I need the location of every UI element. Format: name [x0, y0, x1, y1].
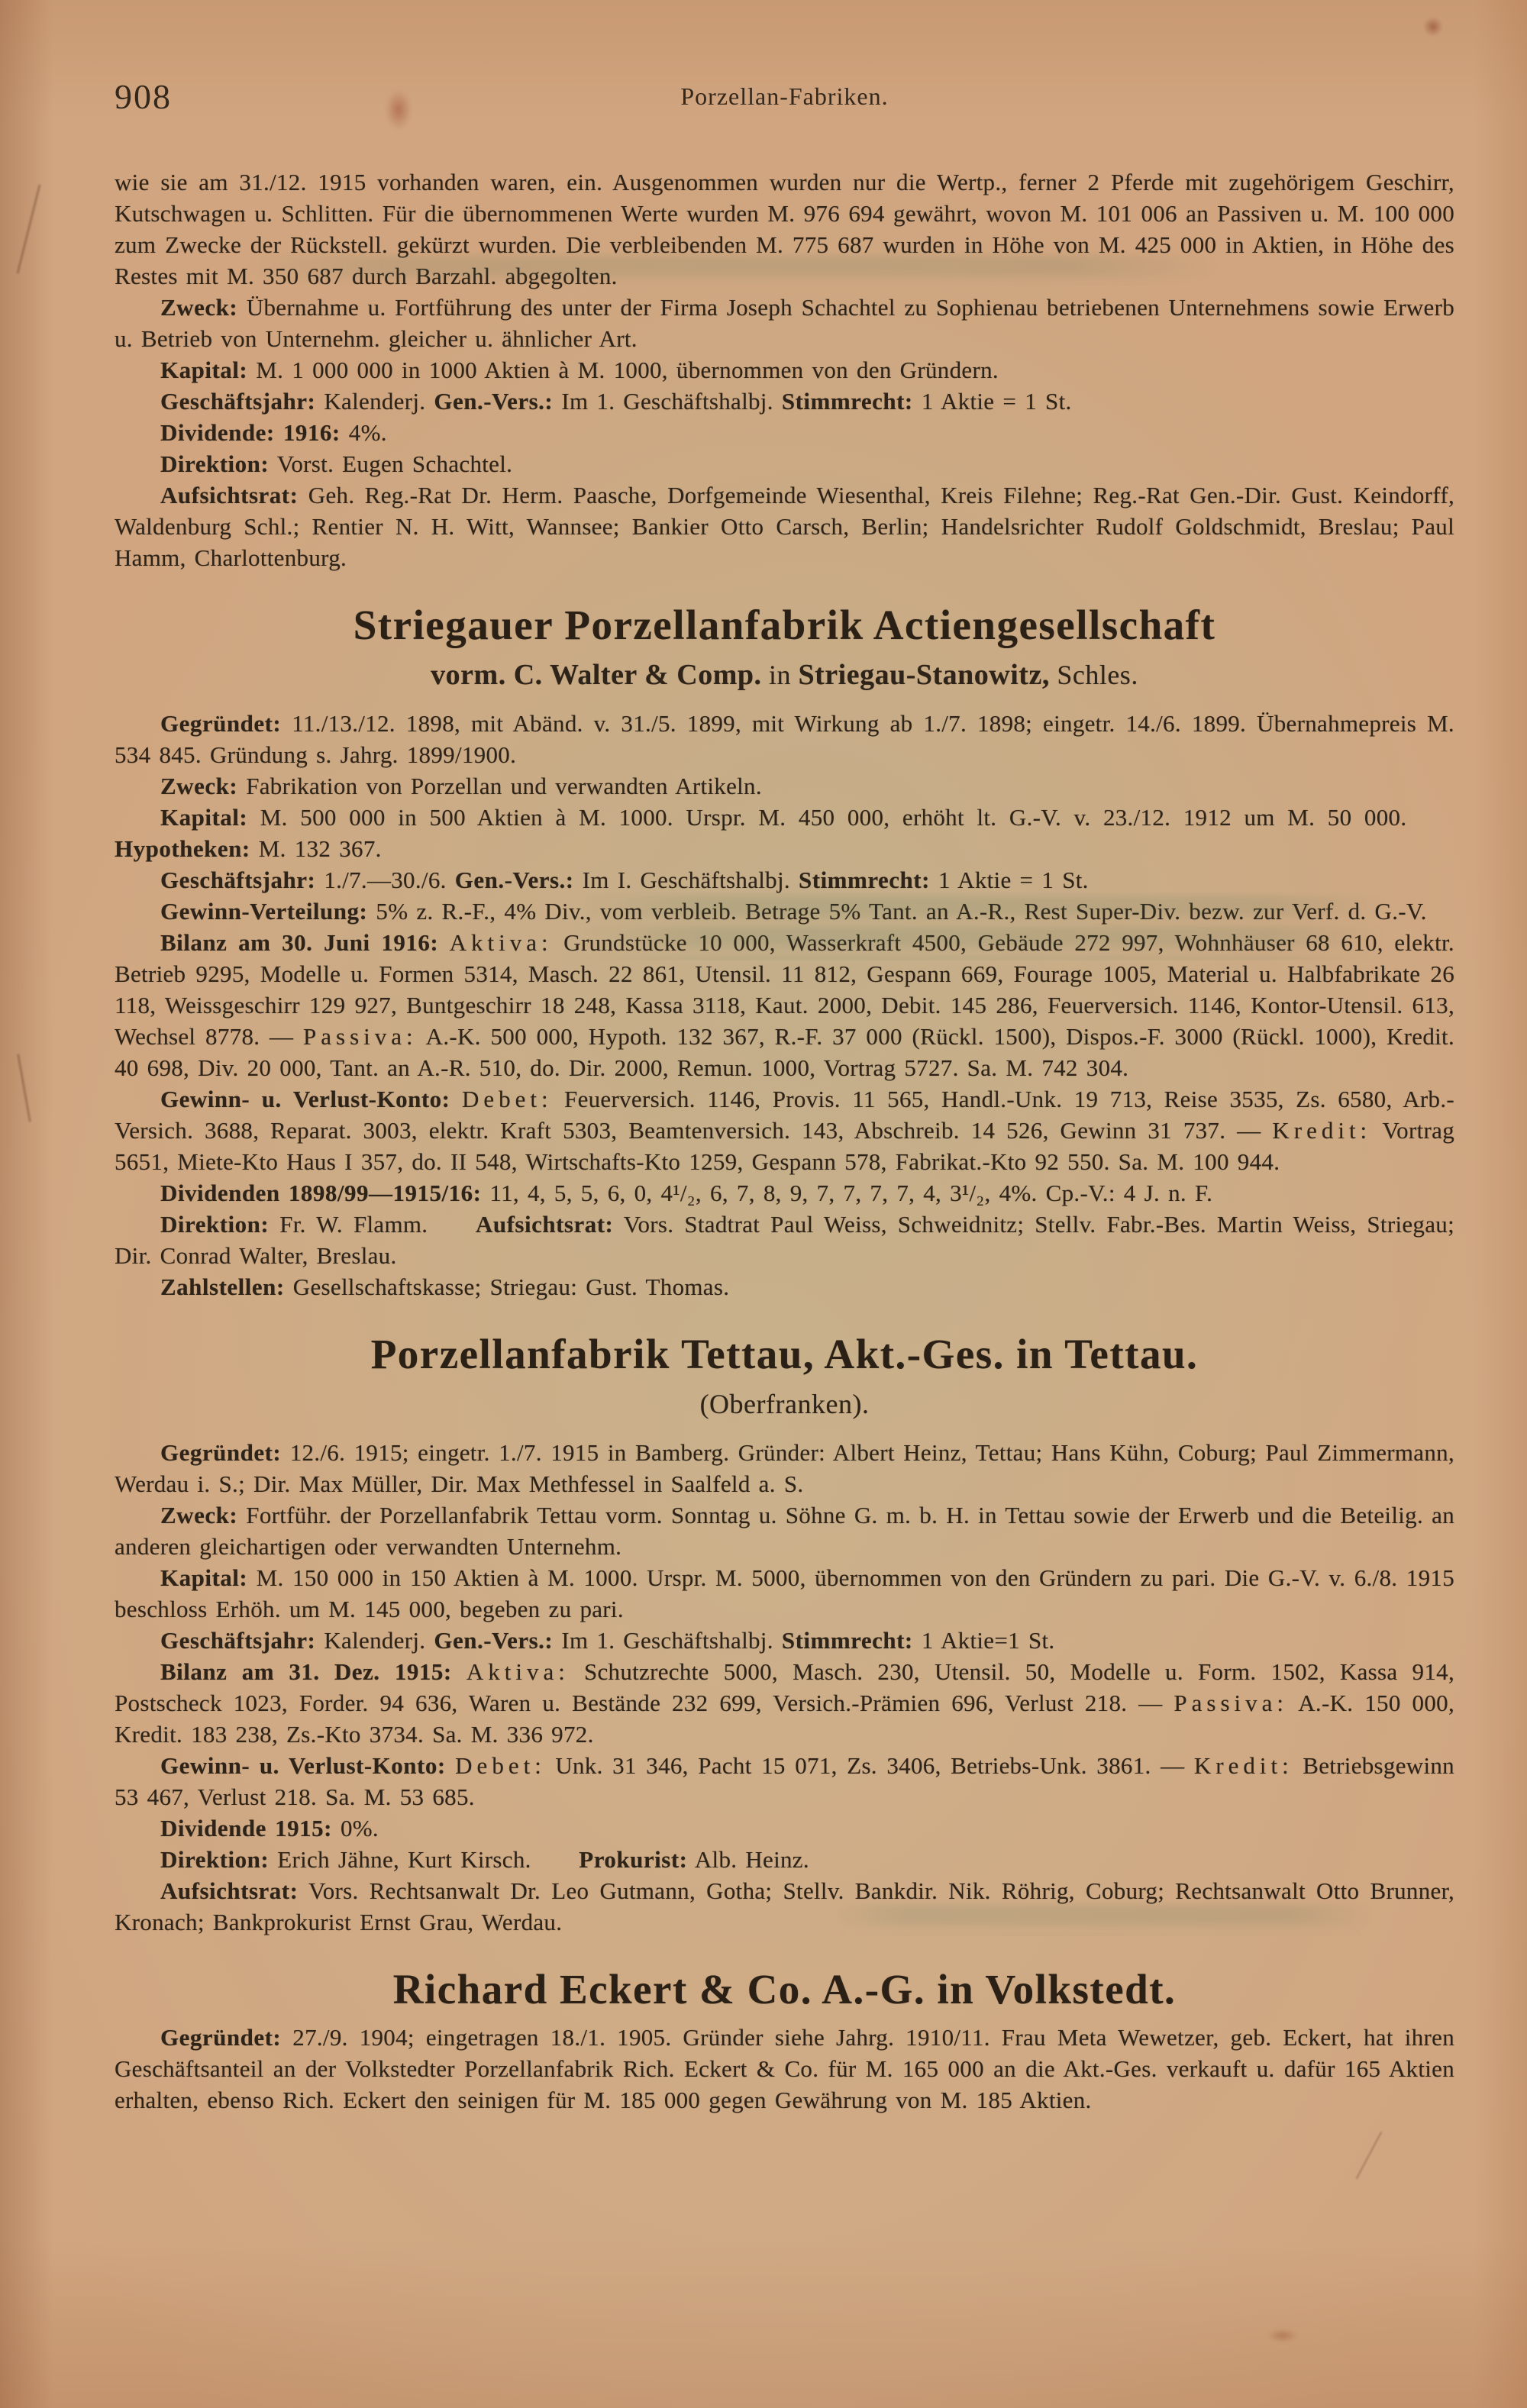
text-run: Betriebsgewinn 53 467, Verlust 218. Sa. M. 53 685.: [115, 1752, 1454, 1810]
entry-label: Gegründet:: [160, 710, 282, 737]
entry-label: Hypotheken:: [115, 835, 250, 862]
text-run: 1 Aktie = 1 St.: [929, 867, 1089, 893]
text-run: 1 Aktie = 1 St.: [912, 388, 1072, 415]
text-run: Passiva:: [1173, 1690, 1289, 1716]
entry-label: Dividende: 1916:: [160, 419, 341, 446]
text-run: 0%.: [331, 1815, 379, 1842]
text-run: Vortrag 5651, Miete-Kto Haus I 357, do. II 548, Wirtschafts-Kto 1259, Gespann 578, Fabrikat.-Kto 92 550. Sa. M. 100 944.: [115, 1117, 1455, 1175]
text-run: Debet:: [455, 1752, 546, 1779]
text-run: Kalenderj.: [315, 1627, 434, 1654]
text-run: 12./6. 1915; eingetr. 1./7. 1915 in Bamberg. Gründer: Albert Heinz, Tettau; Hans Kühn, Coburg; Paul Zimmermann, Werdau i. S.; Dir. Max Müller, Dir. Max Methfessel in Saalfeld a. S.: [115, 1439, 1454, 1497]
entry-label: Stimmrecht:: [799, 867, 930, 893]
entry-paragraph: [115, 386, 1454, 417]
text-run: A.-K. 150 000, Kredit. 183 238, Zs.-Kto 3734. Sa. M. 336 972.: [115, 1690, 1454, 1748]
subtitle-run: in: [761, 660, 799, 690]
entry-paragraph: [115, 1875, 1454, 1938]
text-run: M. 1 000 000 in 1000 Aktien à M. 1000, übernommen von den Gründern.: [247, 357, 999, 383]
entry-label: Direktion:: [160, 1211, 270, 1238]
entry-label: Kapital:: [160, 804, 248, 831]
text-run: 11, 4, 5, 5, 6, 0, 4¹/₂, 6, 7, 8, 9, 7, 7, 7, 7, 4, 3¹/₂, 4%. Cp.-V.: 4 J. n. F.: [481, 1180, 1213, 1206]
entry-label: Bilanz am 30. Juni 1916:: [160, 929, 439, 956]
entry-paragraph: [115, 166, 1454, 292]
text-run: Fortführ. der Porzellanfabrik Tettau vorm. Sonntag u. Söhne G. m. b. H. in Tettau sowie der Erwerb und die Beteilig. an anderen gleichartigen oder verwandten Unternehm.: [115, 1502, 1454, 1560]
entry-label: Aufsichtsrat:: [475, 1211, 614, 1238]
text-run: Fabrikation von Porzellan und verwandten Artikeln.: [237, 773, 762, 799]
text-run: wie sie am 31./12. 1915 vorhanden waren, ein. Ausgenommen wurden nur die Wertp., ferner 2 Pferde mit zugehörigem Geschirr, Kutschwagen u. Schlitten. Für die übernommenen Werte wurden M. 976 694 gewährt, wovon M. 101 006 an Passiven u. M. 100 000 zum Zwecke der Rückstell. gekürzt wurden. Die verbleibenden M. 775 687 wurden in Höhe von M. 425 000 in Aktien, in Höhe des Restes mit M. 350 687 durch Barzahl. abgegolten.: [115, 169, 1454, 289]
entry-paragraph: [115, 896, 1454, 927]
entry-label: Zweck:: [160, 773, 238, 799]
text-run: Alb. Heinz.: [687, 1846, 809, 1873]
page-number: 908: [115, 77, 172, 116]
text-run: 1./7.—30./6.: [315, 867, 455, 893]
entry-paragraph: [115, 292, 1454, 354]
text-run: [450, 1086, 462, 1112]
text-run: Aktiva:: [449, 929, 553, 956]
text-run: Erich Jähne, Kurt Kirsch.: [269, 1846, 579, 1873]
text-run: [438, 929, 450, 956]
text-run: Im 1. Geschäftshalbj.: [553, 1627, 782, 1654]
text-run: [446, 1752, 456, 1779]
entry-label: Dividenden 1898/99—1915/16:: [160, 1180, 482, 1206]
entry-label: Direktion:: [160, 1846, 270, 1873]
text-run: Im 1. Geschäftshalbj.: [553, 388, 782, 415]
entry-paragraph: [115, 479, 1454, 573]
entry-label: Dividende 1915:: [160, 1815, 332, 1842]
text-run: Aktiva:: [466, 1658, 570, 1685]
entry-label: Bilanz am 31. Dez. 1915:: [160, 1658, 452, 1685]
entry-label: Gewinn-Verteilung:: [160, 898, 368, 925]
section-subtitle: [115, 657, 1454, 692]
entry-paragraph: [115, 1437, 1454, 1499]
entry-paragraph: [115, 708, 1454, 770]
section-title: Striegauer Porzellanfabrik Actiengesellschaft: [353, 602, 1216, 648]
text-run: Debet:: [461, 1086, 553, 1112]
company-section: [115, 1965, 1454, 2116]
text-run: 5% z. R.-F., 4% Div., vom verbleib. Betrage 5% Tant. an A.-R., Rest Super-Div. bezw. zur Verf. d. G.-V.: [367, 898, 1427, 925]
section-subtitle: [115, 1386, 1454, 1422]
text-run: Geh. Reg.-Rat Dr. Herm. Paasche, Dorfgemeinde Wiesenthal, Kreis Filehne; Reg.-Rat Gen.-Dir. Gust. Keindorff, Waldenburg Schl.; Rentier N. H. Witt, Wannsee; Bankier Otto Carsch, Berlin; Handelsrichter Rudolf Goldschmidt, Breslau; Paul Hamm, Charlottenburg.: [115, 482, 1454, 571]
text-run: Fr. W. Flamm.: [269, 1211, 476, 1238]
text-run: Vors. Stadtrat Paul Weiss, Schweidnitz; Stellv. Fabr.-Bes. Martin Weiss, Striegau; Dir. Conrad Walter, Breslau.: [115, 1211, 1454, 1269]
entry-label: Gegründet:: [160, 1439, 282, 1466]
entry-label: Gen.-Vers.:: [434, 388, 554, 415]
company-section: [115, 601, 1454, 1302]
entry-paragraph: [115, 1271, 1454, 1302]
subtitle-run: Striegau-Stanowitz,: [798, 659, 1050, 691]
text-run: Grundstücke 10 000, Wasserkraft 4500, Gebäude 272 997, Wohnhäuser 68 610, elektr. Betrieb 9295, Modelle u. Formen 5314, Masch. 22 861, Utensil. 11 812, Gespann 669, Fourage 1005, Material u. Halbfabrikate 26 118, Weissgeschirr 129 927, Buntgeschirr 18 248, Kassa 3118, Kaut. 2000, Debit. 145 286, Feuerversich. 1146, Kontor-Utensil. 613, Wechsel 8778. —: [115, 929, 1454, 1050]
entry-paragraph: [115, 2022, 1454, 2116]
entry-paragraph: [115, 1625, 1454, 1656]
entry-label: Kapital:: [160, 1564, 248, 1591]
entry-label: Geschäftsjahr:: [160, 867, 316, 893]
entry-paragraph: [115, 927, 1454, 1083]
text-run: Unk. 31 346, Pacht 15 071, Zs. 3406, Betriebs-Unk. 3861. —: [545, 1752, 1194, 1779]
entry-label: Gegründet:: [160, 2024, 282, 2051]
entry-paragraph: [115, 1209, 1454, 1271]
entry-label: Zweck:: [160, 1502, 238, 1528]
entry-label: Gewinn- u. Verlust-Konto:: [160, 1752, 446, 1779]
section-title: Richard Eckert & Co. A.-G. in Volkstedt.: [392, 1966, 1177, 2013]
entry-label: Stimmrecht:: [781, 388, 913, 415]
text-run: 11./13./12. 1898, mit Abänd. v. 31./5. 1899, mit Wirkung ab 1./7. 1898; eingetr. 14./6. 1899. Übernahmepreis M. 534 845. Gründung s. Jahrg. 1899/1900.: [115, 710, 1454, 768]
text-run: M. 150 000 in 150 Aktien à M. 1000. Urspr. M. 5000, übernommen von den Gründern zu pari. Die G.-V. v. 6./8. 1915 beschloss Erhöh. um M. 145 000, begeben zu pari.: [115, 1564, 1454, 1622]
entry-paragraph: [115, 1499, 1454, 1562]
subtitle-run: Schles.: [1049, 660, 1138, 690]
text-run: 4%.: [340, 419, 387, 446]
subtitle-run: vorm. C. Walter & Comp.: [431, 659, 762, 691]
entry-label: Zweck:: [160, 294, 238, 321]
text-run: Passiva:: [303, 1023, 418, 1050]
subtitle-run: (Oberfranken).: [699, 1389, 870, 1419]
content: [115, 166, 1454, 2116]
text-run: Feuerversich. 1146, Provis. 11 565, Handl.-Unk. 19 713, Reise 3535, Zs. 6580, Arb.-Versich. 3688, Reparat. 3003, elektr. Kraft 5303, Beamtenversich. 143, Abschreib. 14 526, Gewinn 31 737. —: [115, 1086, 1455, 1144]
entry-paragraph: [115, 770, 1454, 802]
entry-paragraph: [115, 1083, 1454, 1177]
text-run: Im I. Geschäftshalbj.: [573, 867, 799, 893]
text-run: Kredit:: [1272, 1117, 1372, 1144]
text-run: Vorst. Eugen Schachtel.: [269, 450, 513, 477]
entry-paragraph: [115, 1656, 1454, 1750]
text-run: M. 132 367.: [250, 835, 382, 862]
entry-label: Kapital:: [160, 357, 248, 383]
text-run: Kalenderj.: [315, 388, 434, 415]
text-run: A.-K. 500 000, Hypoth. 132 367, R.-F. 37 000 (Rückl. 1500), Dispos.-F. 3000 (Rückl. 1000), Kredit. 40 698, Div. 20 000, Tant. an A.-R. 510, do. Dir. 2000, Remun. 1000, Vortrag 5727. Sa. M. 742 304.: [115, 1023, 1455, 1081]
entry-paragraph: [115, 1177, 1454, 1209]
text-run: Schutzrechte 5000, Masch. 230, Utensil. 50, Modelle u. Form. 1502, Kassa 914, Postscheck 1023, Forder. 94 636, Waren u. Bestände 232 699, Versich.-Prämien 696, Verlust 218. —: [115, 1658, 1454, 1716]
entry-label: Zahlstellen:: [160, 1273, 285, 1300]
entry-paragraph: [115, 448, 1454, 479]
entry-paragraph: [115, 1562, 1454, 1625]
page-header: [115, 76, 1454, 119]
text-run: [452, 1658, 466, 1685]
entry-paragraph: [115, 417, 1454, 448]
entry-label: Aufsichtsrat:: [160, 1877, 299, 1904]
text-run: 27./9. 1904; eingetragen 18./1. 1905. Gründer siehe Jahrg. 1910/11. Frau Meta Wewetzer, geb. Eckert, hat ihren Geschäftsanteil an der Volkstedter Porzellanfabrik Rich. Eckert & Co. für M. 165 000 an die Akt.-Ges. verkauft u. dafür 165 Aktien erhalten, ebenso Rich. Eckert den seinigen für M. 185 000 gegen Gewährung von M. 185 Aktien.: [115, 2024, 1454, 2113]
text-run: M. 500 000 in 500 Aktien à M. 1000. Urspr. M. 450 000, erhöht lt. G.-V. v. 23./12. 1912 um M. 50 000.: [247, 804, 1454, 831]
entry-label: Gewinn- u. Verlust-Konto:: [160, 1086, 450, 1112]
text-run: 1 Aktie=1 St.: [912, 1627, 1055, 1654]
entry-paragraph: [115, 1750, 1454, 1812]
entry-paragraph: [115, 1844, 1454, 1875]
entry-label: Aufsichtsrat:: [160, 482, 299, 508]
entry-label: Gen.-Vers.:: [434, 1627, 554, 1654]
entry-label: Prokurist:: [579, 1846, 688, 1873]
company-section: [115, 166, 1454, 573]
entry-paragraph: [115, 354, 1454, 386]
text-run: Gesellschaftskasse; Striegau: Gust. Thomas.: [284, 1273, 730, 1300]
text-run: Kredit:: [1193, 1752, 1293, 1779]
entry-paragraph: [115, 802, 1454, 864]
entry-label: Direktion:: [160, 450, 270, 477]
entry-label: Stimmrecht:: [781, 1627, 913, 1654]
entry-label: Geschäftsjahr:: [160, 388, 316, 415]
entry-label: Gen.-Vers.:: [454, 867, 574, 893]
running-head: Porzellan-Fabriken.: [680, 82, 889, 110]
text-run: Übernahme u. Fortführung des unter der Firma Joseph Schachtel zu Sophienau betriebenen Unternehmens sowie Erwerb u. Betrieb von Unternehm. gleicher u. ähnlicher Art.: [115, 294, 1454, 352]
entry-label: Geschäftsjahr:: [160, 1627, 316, 1654]
entry-paragraph: [115, 1812, 1454, 1844]
company-section: [115, 1330, 1454, 1938]
section-title: Porzellanfabrik Tettau, Akt.-Ges. in Tettau.: [370, 1331, 1199, 1377]
text-run: Vors. Rechtsanwalt Dr. Leo Gutmann, Gotha; Stellv. Bankdir. Nik. Röhrig, Coburg; Rechtsanwalt Otto Brunner, Kronach; Bankprokurist Ernst Grau, Werdau.: [115, 1877, 1454, 1935]
entry-paragraph: [115, 864, 1454, 896]
